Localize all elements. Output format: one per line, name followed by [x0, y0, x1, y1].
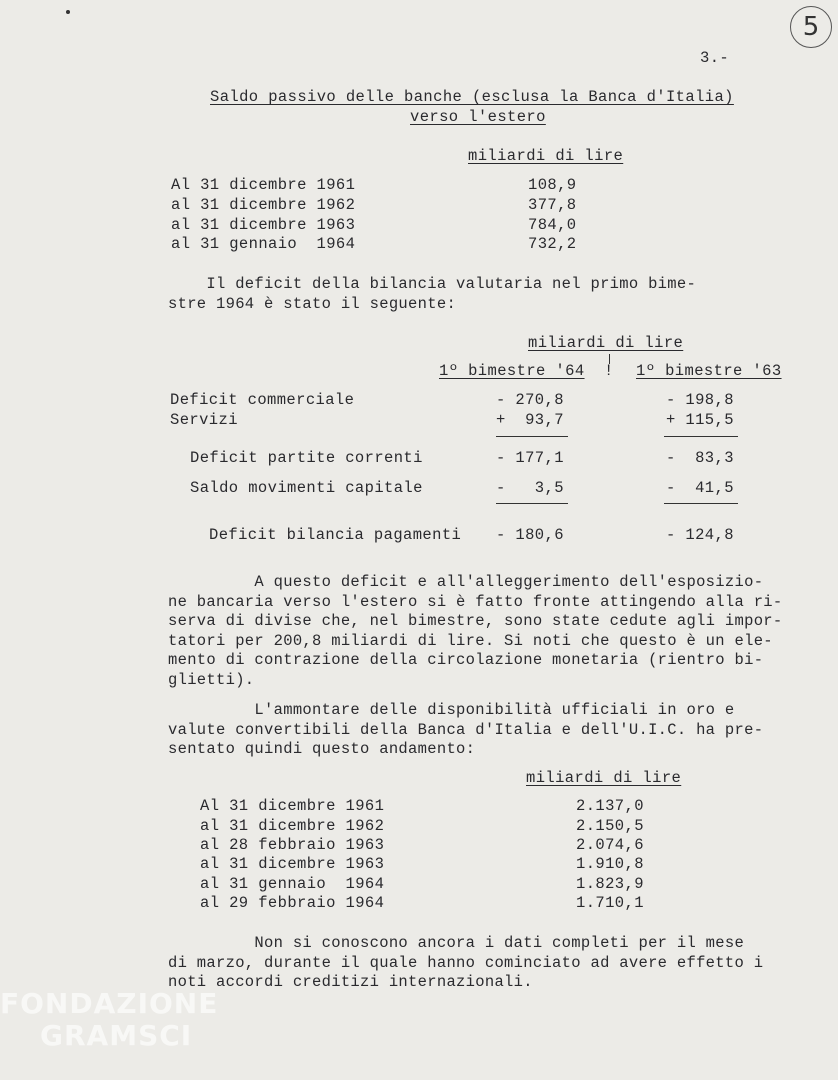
paragraph-line: stre 1964 è stato il seguente: [168, 294, 457, 313]
section3-row-value: 2.150,5 [576, 817, 644, 835]
paragraph-line: glietti). [168, 670, 255, 689]
intro-paragraph [168, 275, 768, 314]
paragraph-line: tatori per 200,8 miliardi di lire. Si noti che questo è un ele- [168, 631, 773, 650]
section3-row-label: al 28 febbraio 1963 [200, 836, 385, 854]
subtotal-rule-col2 [664, 436, 738, 437]
page-number: 3.- [700, 49, 730, 67]
paragraph-line: ne bancaria verso l'estero si è fatto fronte attingendo alla ri- [168, 592, 783, 611]
section3-row-label: al 31 gennaio 1964 [200, 875, 385, 893]
paragraph-line: noti accordi creditizi internazionali. [168, 973, 533, 991]
row-value-col1: + 93,7 [496, 411, 564, 429]
paragraph-3 [168, 701, 768, 760]
total-rule-col2 [664, 503, 738, 504]
section1-row-label: Al 31 dicembre 1961 [171, 176, 356, 194]
row-value-col1: - 180,6 [496, 526, 564, 544]
section3-unit-header: miliardi di lire [526, 769, 682, 787]
section1-row-value: 732,2 [528, 235, 577, 253]
section3-row-value: 1.823,9 [576, 875, 644, 893]
section3-row-value: 2.074,6 [576, 836, 644, 854]
fondazione-gramsci-watermark [0, 988, 218, 1052]
section1-unit-header: miliardi di lire [468, 147, 624, 165]
row-label-saldo-movimenti-capitale: Saldo movimenti capitale [190, 479, 423, 497]
paragraph-line: di marzo, durante il quale hanno cominciato ad avere effetto i [168, 953, 764, 972]
paragraph-line: A questo deficit e all'alleggerimento dell'esposizio- [168, 573, 764, 591]
section3-row-value: 1.910,8 [576, 855, 644, 873]
section1-title-line1: Saldo passivo delle banche (esclusa la Banca d'Italia) [210, 88, 734, 106]
row-value-col2: - 198,8 [666, 391, 734, 409]
section1-title-line2: verso l'estero [410, 108, 546, 126]
section3-row-label: Al 31 dicembre 1961 [200, 797, 385, 815]
section3-row-label: al 29 febbraio 1964 [200, 894, 385, 912]
row-value-col1: - 3,5 [496, 479, 564, 497]
paragraph-4 [168, 934, 768, 993]
row-label-deficit-partite-correnti: Deficit partite correnti [190, 449, 423, 467]
col1-header: 1º bimestre '64 [439, 362, 585, 380]
col2-header: 1º bimestre '63 [636, 362, 782, 380]
watermark-line2: GRAMSCI [40, 1019, 193, 1052]
paragraph-2 [168, 573, 783, 690]
section3-row-value: 2.137,0 [576, 797, 644, 815]
paragraph-line: L'ammontare delle disponibilità ufficiali in oro e [168, 701, 735, 719]
separator-tick [609, 354, 610, 364]
paragraph-line: serva di divise che, nel bimestre, sono state cedute agli impor- [168, 612, 783, 630]
section1-row-value: 784,0 [528, 216, 577, 234]
total-rule-col1 [496, 503, 568, 504]
section1-row-label: al 31 gennaio 1964 [171, 235, 356, 253]
paragraph-line: mento di contrazione della circolazione monetaria (rientro bi- [168, 651, 764, 669]
subtotal-rule-col1 [496, 436, 568, 437]
section3-row-label: al 31 dicembre 1962 [200, 817, 385, 835]
section2-unit-header: miliardi di lire [528, 334, 684, 352]
row-value-col2: - 124,8 [666, 526, 734, 544]
watermark-line1: FONDAZIONE [0, 987, 219, 1020]
section1-row-label: al 31 dicembre 1962 [171, 196, 356, 214]
paragraph-line: valute convertibili della Banca d'Italia e dell'U.I.C. ha pre- [168, 720, 764, 739]
row-label-servizi: Servizi [170, 411, 238, 429]
row-value-col1: - 177,1 [496, 449, 564, 467]
row-value-col2: + 115,5 [666, 411, 734, 429]
column-separator: ! [604, 362, 614, 380]
row-label-deficit-commerciale: Deficit commerciale [170, 391, 355, 409]
section1-row-label: al 31 dicembre 1963 [171, 216, 356, 234]
paragraph-line: sentato quindi questo andamento: [168, 740, 476, 758]
circled-page-number: 5 [790, 6, 832, 48]
paragraph-line: Il deficit della bilancia valutaria nel primo bime- [168, 275, 697, 293]
section3-row-label: al 31 dicembre 1963 [200, 855, 385, 873]
section3-row-value: 1.710,1 [576, 894, 644, 912]
section1-row-value: 377,8 [528, 196, 577, 214]
paragraph-line: Non si conoscono ancora i dati completi per il mese [168, 934, 745, 952]
row-value-col2: - 83,3 [666, 449, 734, 467]
section1-row-value: 108,9 [528, 176, 577, 194]
row-value-col1: - 270,8 [496, 391, 564, 409]
row-label-deficit-bilancia-pagamenti: Deficit bilancia pagamenti [209, 526, 462, 544]
row-value-col2: - 41,5 [666, 479, 734, 497]
ink-speck [66, 10, 70, 14]
